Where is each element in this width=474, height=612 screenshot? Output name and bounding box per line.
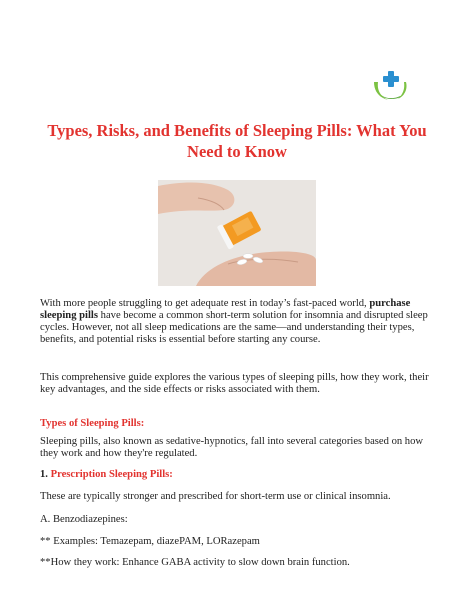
page-title: Types, Risks, and Benefits of Sleeping Pills: What You Need to Know	[47, 121, 427, 161]
intro-bold-phrase: purchase sleeping pills	[40, 298, 411, 321]
types-paragraph: Sleeping pills, also known as sedative-hypnotics, fall into several categories based on how they work and how they're regulated.	[40, 436, 424, 459]
pills-in-hand-photo	[158, 180, 316, 286]
how-they-work-line: **How they work: Enhance GABA activity to slow down brain function.	[40, 557, 350, 568]
intro-text-before: With more people struggling to get adequate rest in today’s fast-paced world,	[40, 298, 370, 309]
types-heading: Types of Sleeping Pills:	[40, 418, 145, 429]
intro-paragraph	[40, 298, 438, 346]
prescription-heading-text: Prescription Sleeping Pills:	[50, 469, 173, 480]
prescription-number: 1.	[40, 469, 51, 480]
medical-cross-leaf-logo	[370, 62, 412, 104]
prescription-paragraph: These are typically stronger and prescribed for short-term use or clinical insomnia.	[40, 491, 391, 502]
examples-line: ** Examples: Temazepam, diazePAM, LORazepam	[40, 536, 260, 547]
benzodiazepines-label: A. Benzodiazepines:	[40, 514, 128, 525]
intro-text-after: have become a common short-term solution for insomnia and disrupted sleep cycles. However, not all sleep medications are the same—and understanding their types, benefits, and potential risks is essential before starting any course.	[40, 310, 428, 345]
guide-paragraph: This comprehensive guide explores the various types of sleeping pills, how they work, their key advantages, and the side effects or risks associated with them.	[40, 372, 429, 395]
prescription-heading	[40, 469, 173, 480]
